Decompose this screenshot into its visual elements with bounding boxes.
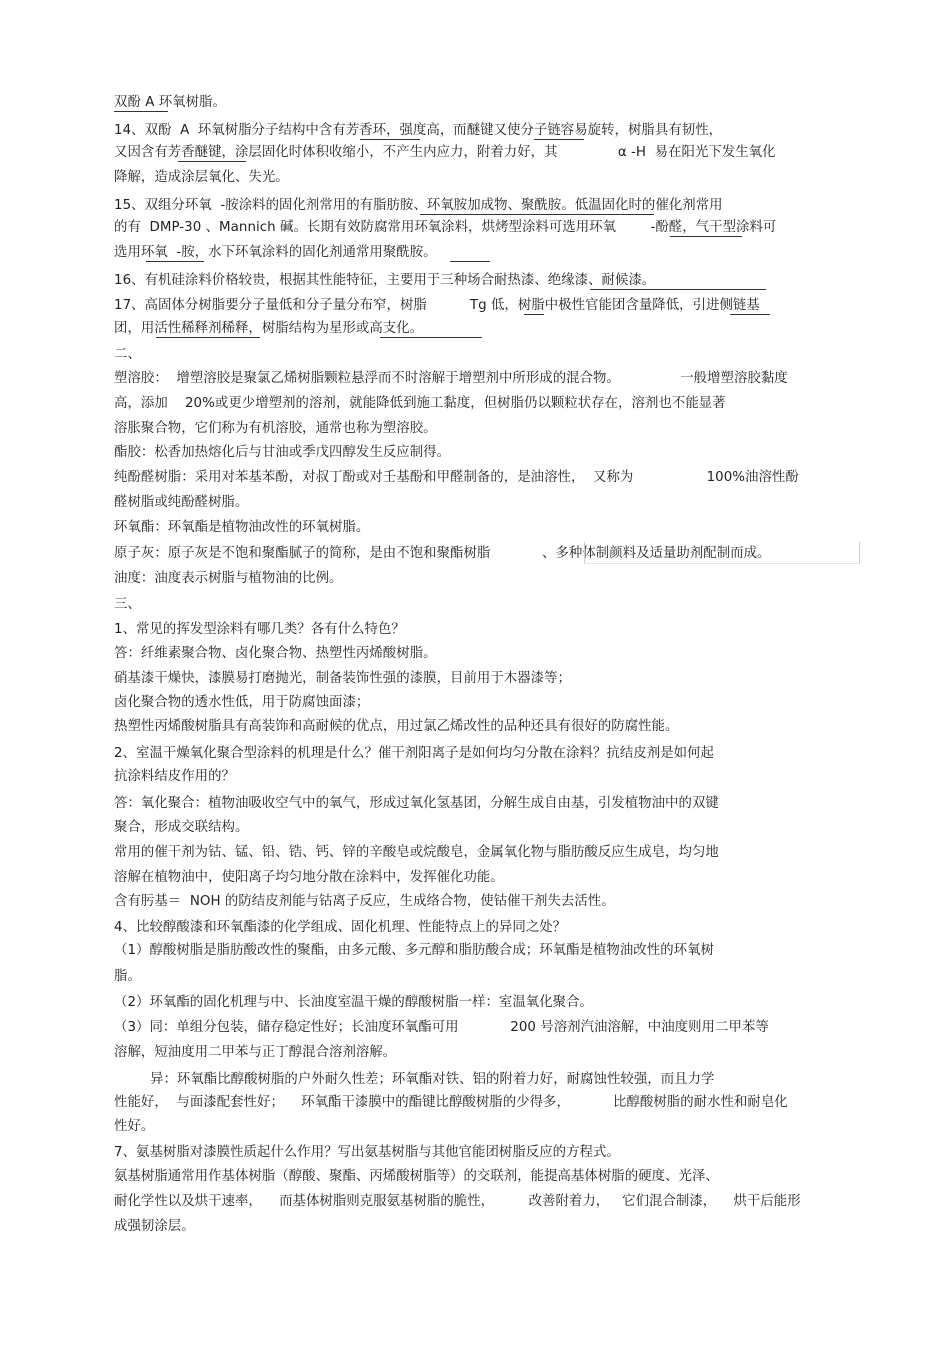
text-line-42: 性好。	[114, 1119, 155, 1134]
underline-rule	[146, 261, 204, 262]
underline-rule	[156, 337, 260, 338]
text-line-20: 油度：油度表示树脂与植物油的比例。	[114, 571, 343, 586]
text-line-30: 聚合，形成交联结构。	[114, 820, 249, 835]
text-line-12: 塑溶胶： 增塑溶胶是聚氯乙烯树脂颗粒悬浮而不时溶解于增塑剂中所形成的混合物。 一般增塑溶胶黏度	[114, 371, 788, 386]
text-line-31: 常用的催干剂为钴、锰、铅、锆、钙、锌的辛酸皂或烷酸皂，金属氧化物与脂肪酸反应生成皂，均匀地	[114, 845, 719, 860]
underline-rule	[534, 139, 584, 140]
text-line-41: 性能好， 与面漆配套性好； 环氧酯干漆膜中的酯键比醇酸树脂的少得多， 比醇酸树脂的耐水性和耐皂化	[114, 1095, 788, 1110]
section-heading-3: 三、	[114, 597, 141, 612]
underline-rule	[730, 314, 770, 315]
text-line-5: 15、双组分环氧 -胺涂料的固化剂常用的有脂肪胺、环氧胺加成物、聚酰胺。低温固化时的催化剂常用	[114, 198, 723, 213]
question-1: 1、常见的挥发型涂料有哪几类？各有什么特色？	[114, 622, 405, 637]
text-line-29: 答：氧化聚合：植物油吸收空气中的氧气，形成过氧化氢基团，分解生成自由基，引发植物油中的双键	[114, 796, 719, 811]
text-line-7: 选用环氧 -胺，水下环氧涂料的固化剂通常用聚酰胺。	[114, 245, 437, 260]
text-line-25: 卤化聚合物的透水性低，用于防腐蚀面漆；	[114, 695, 370, 710]
underline-rule	[524, 314, 544, 315]
text-line-16: 纯酚醛树脂：采用对苯基苯酚，对叔丁酚或对壬基酚和甲醛制备的，是油溶性， 又称为 100%油溶性酚	[114, 470, 799, 485]
question-7: 7、氨基树脂对漆膜性质起什么作用？写出氨基树脂与其他官能团树脂反应的方程式。	[114, 1145, 620, 1160]
text-line-44: 氨基树脂通常用作基体树脂（醇酸、聚酯、丙烯酸树脂等）的交联剂，能提高基体树脂的硬度、光泽、	[114, 1169, 719, 1184]
text-line-8: 16、有机硅涂料价格较贵，根据其性能特征，主要用于三种场合耐热漆、绝缘漆、耐候漆。	[114, 273, 656, 288]
text-line-39: 溶解，短油度用二甲苯与正丁醇混合溶剂溶解。	[114, 1045, 397, 1060]
text-line-40: 异：环氧酯比醇酸树脂的户外耐久性差；环氧酯对铁、铝的附着力好，耐腐蚀性较强，而且力学	[150, 1072, 715, 1087]
underline-rule	[420, 214, 654, 215]
text-line-24: 硝基漆干燥快，漆膜易打磨抛光，制备装饰性强的漆膜，目前用于木器漆等；	[114, 671, 571, 686]
text-line-45: 耐化学性以及烘干速率， 而基体树脂则克服氨基树脂的脆性， 改善附着力， 它们混合制漆， 烘干后能形	[114, 1194, 801, 1209]
underline-rule	[670, 236, 742, 237]
text-line-13: 高，添加 20%或更少增塑剂的溶剂，就能降低到施工黏度，但树脂仍以颗粒状存在，溶剂也不能显著	[114, 396, 726, 411]
text-line-32: 溶解在植物油中，使阳离子均匀地分散在涂料中，发挥催化功能。	[114, 870, 504, 885]
text-line-3: 又因含有芳香醚键，涂层固化时体积收缩小，不产生内应力，附着力好，其 α -H 易在阳光下发生氧化	[114, 145, 776, 160]
text-line-18: 环氧酯：环氧酯是植物油改性的环氧树脂。	[114, 520, 370, 535]
text-line-35: （1）醇酸树脂是脂肪酸改性的聚酯，由多元酸、多元醇和脂肪酸合成；环氧酯是植物油改性的环氧树	[114, 943, 714, 958]
text-line-4: 降解，造成涂层氧化、失光。	[114, 170, 289, 185]
underline-rule	[450, 261, 490, 262]
table-cell-outline	[584, 542, 860, 564]
underline-rule	[590, 289, 766, 290]
text-line-17: 醛树脂或纯酚醛树脂。	[114, 495, 249, 510]
text-line-10: 团，用活性稀释剂稀释，树脂结构为星形或高支化。	[114, 321, 424, 336]
text-line-2: 14、双酚 A 环氧树脂分子结构中含有芳香环，强度高，而醚键又使分子链容易旋转，树脂具有韧性，	[114, 123, 723, 138]
underline-rule	[380, 337, 482, 338]
text-line-14: 溶胀聚合物，它们称为有机溶胶，通常也称为塑溶胶。	[114, 421, 437, 436]
text-line-1: 双酚 A 环氧树脂。	[114, 95, 226, 110]
text-line-9: 17、高固体分树脂要分子量低和分子量分布窄，树脂 Tg 低，树脂中极性官能团含量降低，引进侧链基	[114, 298, 760, 313]
text-line-37: （2）环氧酯的固化机理与中、长油度室温干燥的醇酸树脂一样：室温氧化聚合。	[114, 995, 593, 1010]
text-line-36: 脂。	[114, 969, 141, 984]
text-line-15: 酯胶：松香加热熔化后与甘油或季戊四醇发生反应制得。	[114, 445, 451, 460]
question-4: 4、比较醇酸漆和环氧酯漆的化学组成、固化机理、性能特点上的异同之处？	[114, 920, 567, 935]
text-line-19: 原子灰：原子灰是不饱和聚酯腻子的简称，是由不饱和聚酯树脂 、多种体制颜料及适量助剂配制而成。	[114, 546, 771, 561]
text-line-23: 答：纤维素聚合物、卤化聚合物、热塑性丙烯酸树脂。	[114, 646, 437, 661]
section-heading-2: 二、	[114, 347, 141, 362]
underline-rule	[114, 111, 168, 112]
underline-rule	[360, 139, 420, 140]
underline-rule	[178, 161, 246, 162]
question-2: 2、室温干燥氧化聚合型涂料的机理是什么？催干剂阳离子是如何均匀分散在涂料？抗结皮剂是如何起	[114, 746, 714, 761]
text-line-33: 含有肟基＝ NOH 的防结皮剂能与钴离子反应，生成络合物，使钴催干剂失去活性。	[114, 894, 615, 909]
text-line-28: 抗涂料结皮作用的？	[114, 769, 235, 784]
text-line-6: 的有 DMP-30 、Mannich 碱。长期有效防腐常用环氧涂料，烘烤型涂料可选用环氧 -酚醛，气干型涂料可	[114, 220, 777, 235]
text-line-26: 热塑性丙烯酸树脂具有高装饰和高耐候的优点，用过氯乙烯改性的品种还具有很好的防腐性能。	[114, 719, 679, 734]
text-line-46: 成强韧涂层。	[114, 1219, 195, 1234]
text-line-38: （3）同：单组分包装，储存稳定性好；长油度环氧酯可用 200 号溶剂汽油溶解，中油度则用二甲苯等	[114, 1020, 769, 1035]
